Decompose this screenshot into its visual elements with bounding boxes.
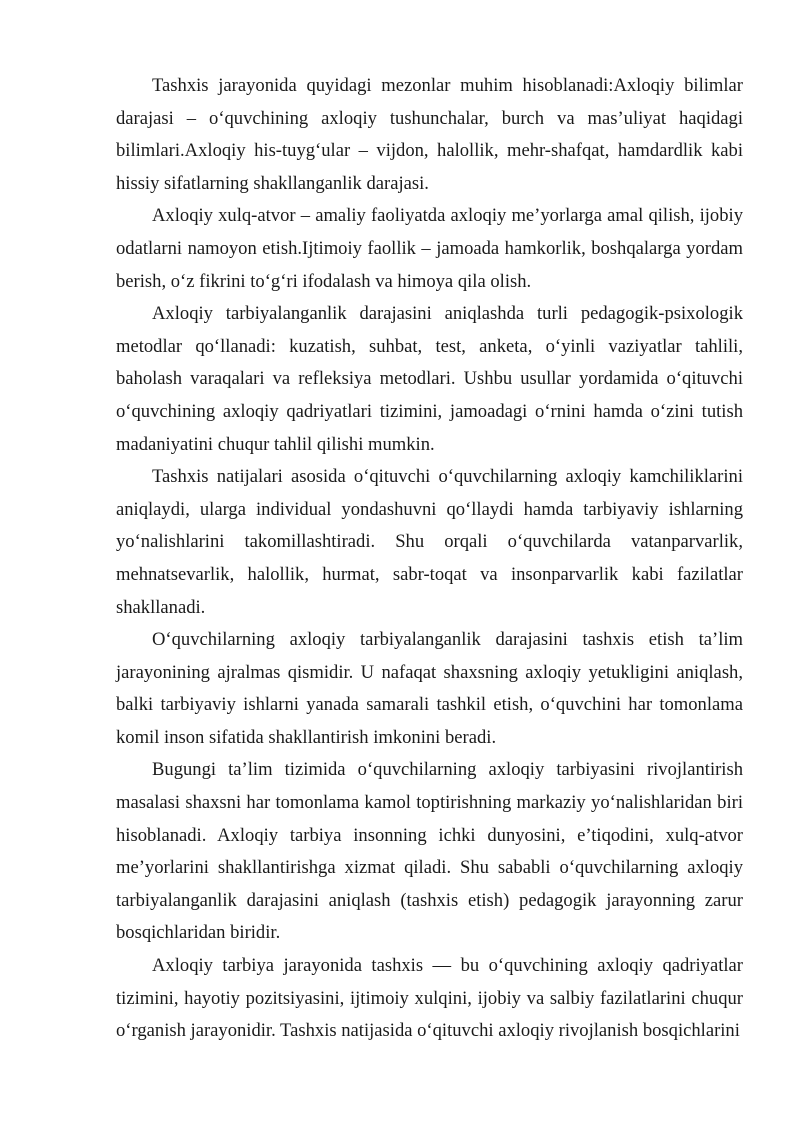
paragraph-education-process: O‘quvchilarning axloqiy tarbiyalanganlik darajasini tashxis etish ta’lim jarayonining ajralmas qismidir. U nafaqat shaxsning axloqiy yetukligini aniqlash, balki tarbiyaviy ishlarni yanada samarali tashkil etish, o‘quvchini har tomonlama komil inson sifatida shakllantirish imkonini beradi. <box>116 629 743 748</box>
paragraph-diagnosis-definition: Axloqiy tarbiya jarayonida tashxis — bu o‘quvchining axloqiy qadriyatlar tizimini, hayotiy pozitsiyasini, ijtimoiy xulqini, ijobiy va salbiy fazilatlarini chuqur o‘rganish jarayonidir. Tashxis natijasida o‘qituvchi axloqiy rivojlanish bosqichlarini <box>116 955 743 1042</box>
paragraph-diagnostic-methods: Axloqiy tarbiyalanganlik darajasini aniqlashda turli pedagogik-psixologik metodlar qo‘llanadi: kuzatish, suhbat, test, anketa, o‘yinli vaziyatlar tahlili, baholash varaqalari va refleksiya metodlari. Ushbu usullar yordamida o‘qituvchi o‘quvchining axloqiy qadriyatlari tizimini, jamoadagi o‘rnini hamda o‘zini tutish madaniyatini chuqur tahlil qilishi mumkin. <box>116 303 743 455</box>
paragraph-modern-education: Bugungi ta’lim tizimida o‘quvchilarning axloqiy tarbiyasini rivojlantirish masalasi shaxsni har tomonlama kamol toptirishning markaziy yo‘nalishlaridan biri hisoblanadi. Axloqiy tarbiya insonning ichki dunyosini, e’tiqodini, xulq-atvor me’yorlarini shakllantirishga xizmat qiladi. Shu sababli o‘quvchilarning axloqiy tarbiyalanganlik darajasini aniqlash (tashxis etish) pedagogik jarayonning zarur bosqichlaridan biridir. <box>116 759 743 944</box>
paragraph-moral-behavior: Axloqiy xulq-atvor – amaliy faoliyatda axloqiy me’yorlarga amal qilish, ijobiy odatlarni namoyon etish.Ijtimoiy faollik – jamoada hamkorlik, boshqalarga yordam berish, o‘z fikrini to‘g‘ri ifodalash va himoya qila olish. <box>116 205 743 292</box>
paragraph-assessment-criteria: Tashxis jarayonida quyidagi mezonlar muhim hisoblanadi:Axloqiy bilimlar darajasi – o‘quvchining axloqiy tushunchalar, burch va mas’uliyat haqidagi bilimlari.Axloqiy his-tuyg‘ular – vijdon, halollik, mehr-shafqat, hamdardlik kabi hissiy sifatlarning shakllanganlik darajasi. <box>116 75 743 194</box>
paragraph-diagnostic-results: Tashxis natijalari asosida o‘qituvchi o‘quvchilarning axloqiy kamchiliklarini aniqlaydi, ularga individual yondashuvni qo‘llaydi hamda tarbiyaviy ishlarning yo‘nalishlarini takomillashtiradi. Shu orqali o‘quvchilarda vatanparvarlik, mehnatsevarlik, halollik, hurmat, sabr-toqat va insonparvarlik kabi fazilatlar shakllanadi. <box>116 466 743 618</box>
document-body <box>116 70 743 1048</box>
